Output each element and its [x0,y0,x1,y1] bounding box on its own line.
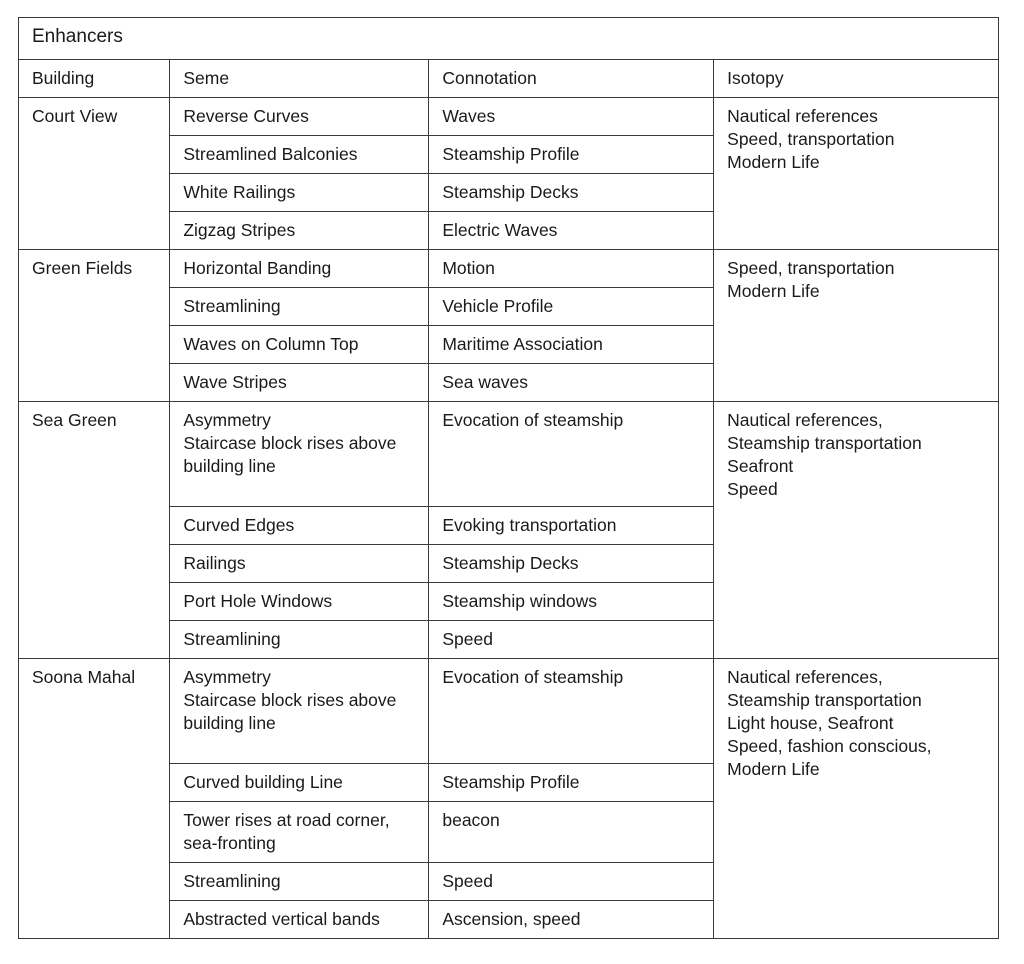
connotation-cell: Steamship Profile [429,136,714,174]
building-cell: Court View [19,98,170,250]
seme-cell: Curved Edges [170,507,429,545]
seme-cell: Streamlined Balconies [170,136,429,174]
isotopy-cell: Speed, transportation Modern Life [714,250,999,402]
connotation-cell: Waves [429,98,714,136]
seme-cell: Horizontal Banding [170,250,429,288]
connotation-cell: Steamship Decks [429,545,714,583]
connotation-cell: Maritime Association [429,326,714,364]
title-row [19,18,999,60]
connotation-cell: Electric Waves [429,212,714,250]
connotation-cell: Vehicle Profile [429,288,714,326]
seme-cell: Streamlining [170,863,429,901]
header-row [19,60,999,98]
isotopy-cell: Nautical references Speed, transportation Modern Life [714,98,999,250]
seme-cell: Reverse Curves [170,98,429,136]
table-row [19,402,999,507]
seme-cell: Port Hole Windows [170,583,429,621]
connotation-cell: Motion [429,250,714,288]
isotopy-cell: Nautical references, Steamship transportation Seafront Speed [714,402,999,659]
seme-cell: Streamlining [170,621,429,659]
connotation-cell: Evocation of steamship [429,402,714,507]
seme-cell: Curved building Line [170,764,429,802]
seme-cell: Tower rises at road corner, sea-fronting [170,802,429,863]
seme-cell: White Railings [170,174,429,212]
isotopy-cell: Nautical references, Steamship transportation Light house, Seafront Speed, fashion conscious, Modern Life [714,659,999,939]
building-cell: Green Fields [19,250,170,402]
connotation-cell: Evocation of steamship [429,659,714,764]
seme-cell: Asymmetry Staircase block rises above building line [170,402,429,507]
connotation-cell: Speed [429,863,714,901]
building-cell: Soona Mahal [19,659,170,939]
table-title: Enhancers [19,18,999,60]
header-seme: Seme [170,60,429,98]
connotation-cell: Speed [429,621,714,659]
connotation-cell: beacon [429,802,714,863]
seme-cell: Abstracted vertical bands [170,901,429,939]
connotation-cell: Sea waves [429,364,714,402]
seme-cell: Railings [170,545,429,583]
seme-cell: Streamlining [170,288,429,326]
header-isotopy: Isotopy [714,60,999,98]
connotation-cell: Steamship Decks [429,174,714,212]
seme-cell: Asymmetry Staircase block rises above building line [170,659,429,764]
connotation-cell: Steamship Profile [429,764,714,802]
building-cell: Sea Green [19,402,170,659]
header-connotation: Connotation [429,60,714,98]
seme-cell: Zigzag Stripes [170,212,429,250]
table-row [19,250,999,288]
connotation-cell: Ascension, speed [429,901,714,939]
seme-cell: Wave Stripes [170,364,429,402]
table-row [19,98,999,136]
enhancers-table [18,17,999,939]
header-building: Building [19,60,170,98]
connotation-cell: Evoking transportation [429,507,714,545]
connotation-cell: Steamship windows [429,583,714,621]
table-row [19,659,999,764]
seme-cell: Waves on Column Top [170,326,429,364]
